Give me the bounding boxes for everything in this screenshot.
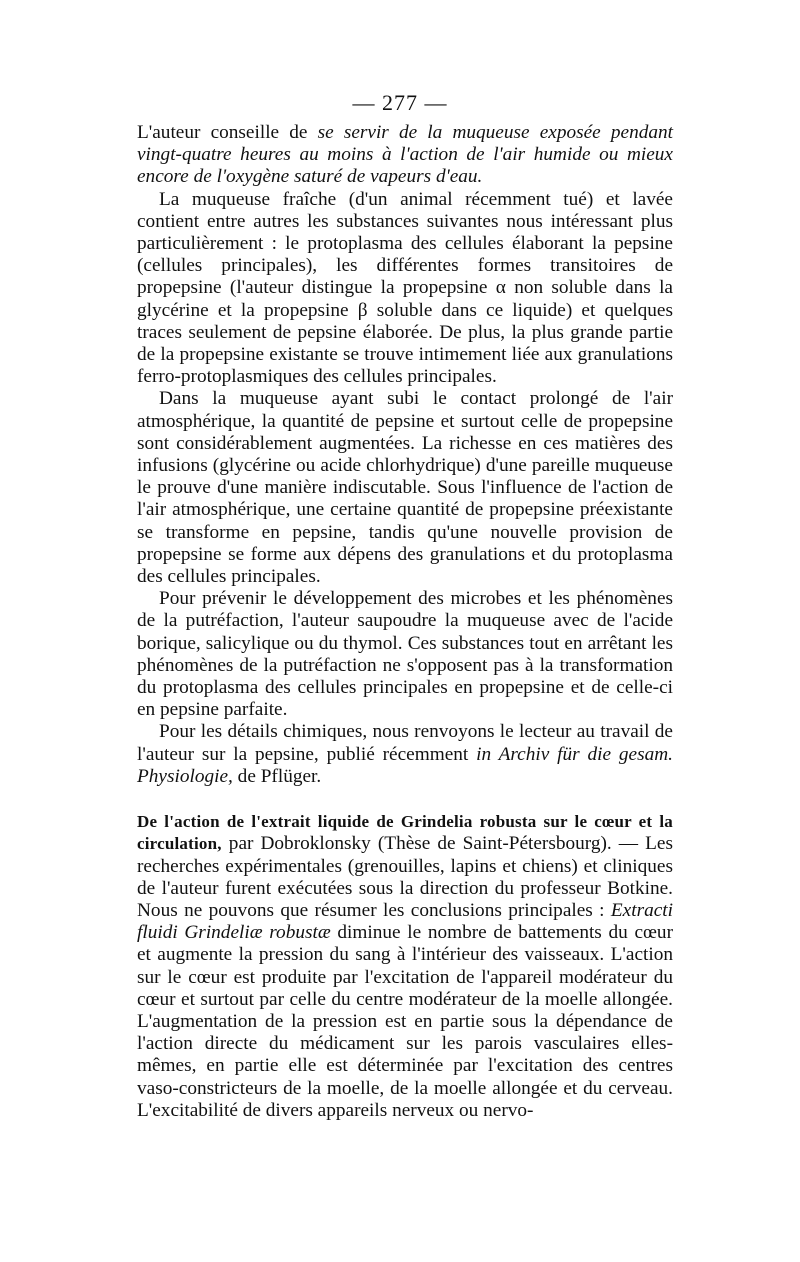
article-text-2: diminue le nombre de battements du cœur et augmente la pression du sang à l'intérieur des vaisseaux. L'action sur le cœur est produite par l'excitation de l'appareil modérateur du cœur et surtout par celle du centre modérateur de la moelle allongée. L'augmentation de la pression est en partie sous la dépendance de l'action directe du médicament sur les parois vasculaires elles-mêmes, en partie elle est déterminée par l'excitation des centres vaso-constricteurs de la moelle, de la moelle allongée et du cerveau. L'excitabilité de divers appareils nerveux ou nervo-: [137, 922, 673, 1121]
journal-reference: in Archiv für die gesam. Physiologie,: [137, 743, 673, 787]
paragraph-1-italic: se servir de la muqueuse exposée pendant vingt-quatre heures au moins à l'action de l'air humide ou mieux encore de l'oxygène saturé de vapeurs d'eau.: [137, 122, 673, 188]
page-number: — 277 —: [352, 90, 448, 115]
paragraph-5-lead: Pour les détails chimiques, nous renvoyons le lecteur au travail de l'auteur sur la pepsine, publié récemment: [137, 721, 673, 765]
paragraph-3: Dans la muqueuse ayant subi le contact prolongé de l'air atmosphérique, la quantité de pepsine et surtout celle de propepsine sont considérablement augmentées. La richesse en ces matières des infusions (glycérine ou acide chlorhydrique) d'une pareille muqueuse le prouve d'une manière indiscutable. Sous l'influence de l'action de l'air atmosphérique, une certaine quantité de propepsine préexistante se transforme en pepsine, tandis qu'une nouvelle provision de propepsine se forme aux dépens des granulations et du protoplasma des cellules principales.: [137, 388, 673, 588]
latin-name: Extracti fluidi Grindeliæ robustæ: [137, 899, 673, 944]
paragraph-5: [137, 721, 673, 788]
body-text: [137, 122, 673, 1122]
paragraph-4: Pour prévenir le développement des microbes et les phénomènes de la putréfaction, l'auteur saupoudre la muqueuse avec de l'acide borique, salicylique ou du thymol. Ces substances tout en arrêtant les phénomènes de la putréfaction ne s'opposent pas à la transformation du protoplasma des cellules principales en propepsine et de celle-ci en pepsine parfaite.: [137, 588, 673, 721]
article-text-1: par Dobroklonsky (Thèse de Saint-Pétersbourg). — Les recherches expérimentales (grenouilles, lapins et chiens) et cliniques de l'auteur furent exécutées sous la direction du professeur Botkine. Nous ne pouvons que résumer les conclusions principales :: [137, 833, 673, 921]
paragraph-1-lead: L'auteur conseille de: [137, 122, 318, 143]
paragraph-2: La muqueuse fraîche (d'un animal récemment tué) et lavée contient entre autres les substances suivantes nous intéressant plus particulièrement : le protoplasma des cellules élaborant la pepsine (cellules principales), les différentes formes transitoires de propepsine (l'auteur distingue la propepsine α non soluble dans la glycérine et la propepsine β soluble dans ce liquide) et quelques traces seulement de pepsine élaborée. De plus, la plus grande partie de la propepsine existante se trouve intimement liée aux granulations ferro-protoplasmiques des cellules principales.: [137, 188, 673, 388]
paragraph-1: [137, 122, 673, 189]
article-paragraph: [137, 811, 673, 1122]
article-title: De l'action de l'extrait liquide de Grindelia robusta sur le cœur et la circulation,: [137, 812, 673, 854]
paragraph-5-tail: de Pflüger.: [232, 765, 322, 787]
